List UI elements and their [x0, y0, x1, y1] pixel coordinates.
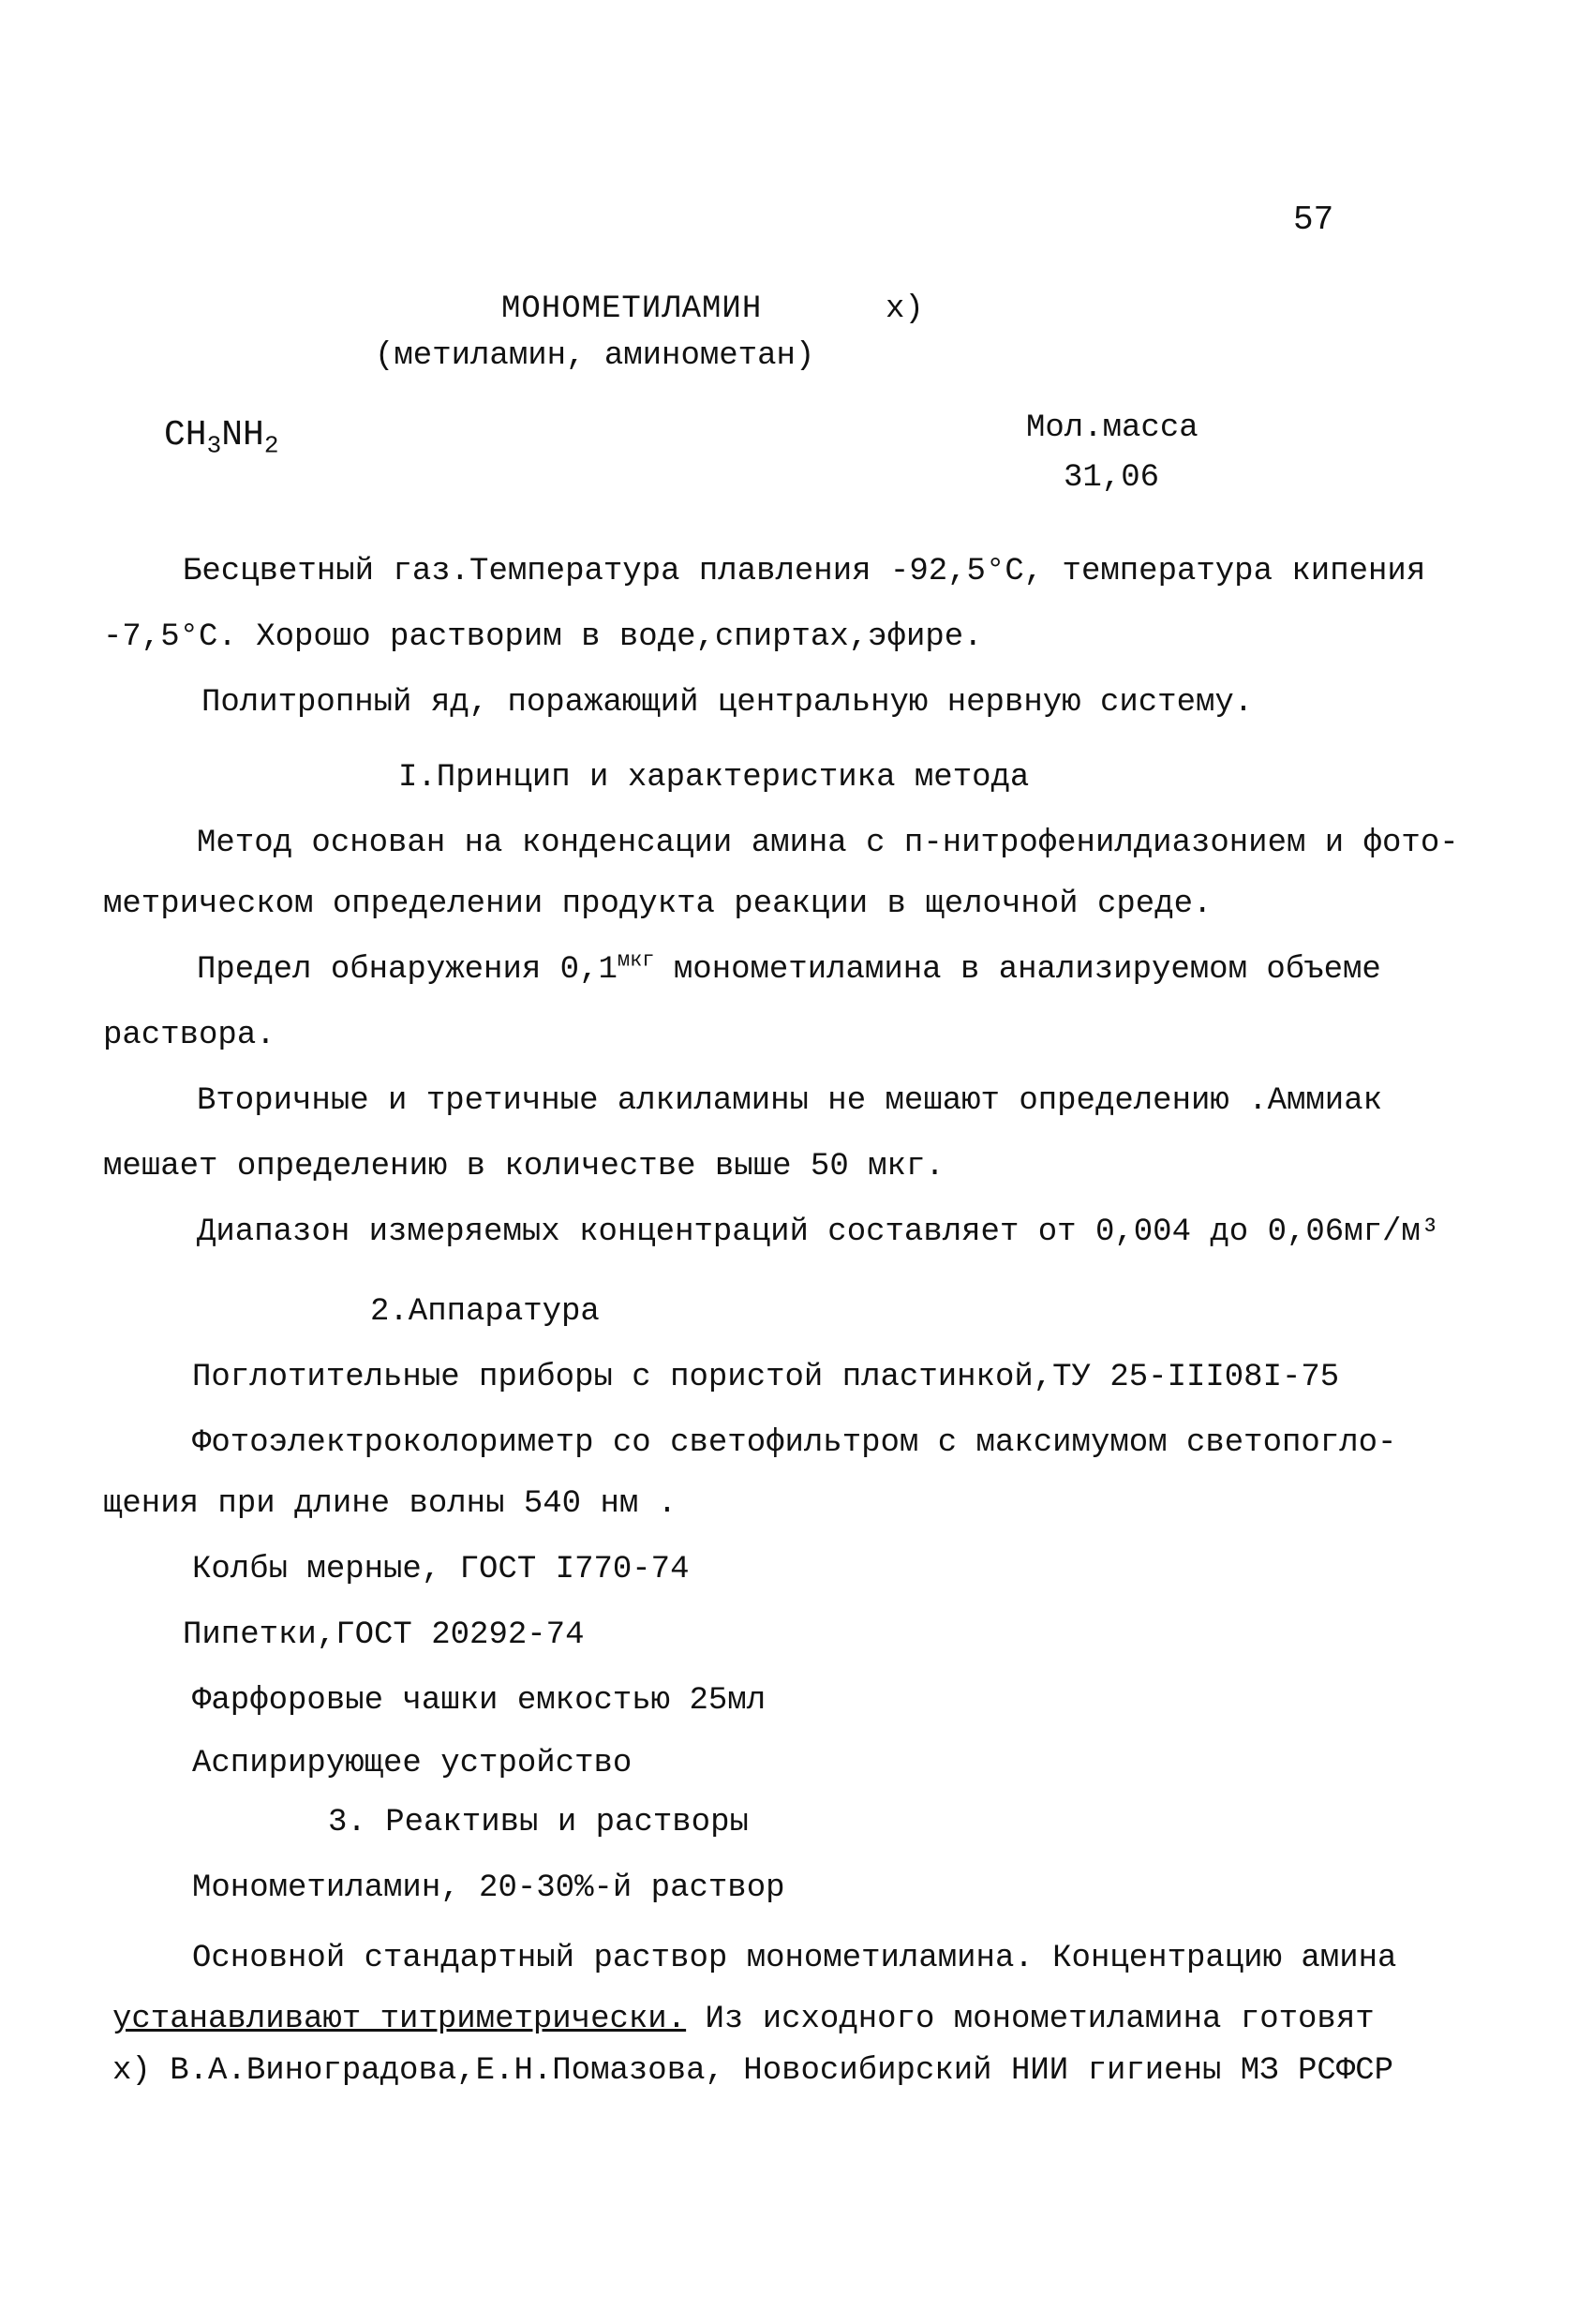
- mol-mass-value: 31,06: [1064, 460, 1160, 496]
- paragraph-line: метрическом определении продукта реакции в щелочной среде.: [103, 886, 1213, 922]
- formula-subscript: 2: [263, 431, 279, 460]
- paragraph-line: Вторичные и третичные алкиламины не мешают определению .Аммиак: [197, 1083, 1383, 1119]
- text-fragment: монометиламина в анализируемом объеме: [654, 952, 1381, 988]
- paragraph-line: Аспирирующее устройство: [192, 1746, 633, 1781]
- formula-subscript: 3: [206, 431, 222, 460]
- section-heading: 3. Реактивы и растворы: [328, 1805, 749, 1840]
- page-title: МОНОМЕТИЛАМИН: [501, 291, 763, 327]
- text-fragment: Предел обнаружения 0,1: [197, 952, 618, 988]
- mol-mass-label: Мол.масса: [1026, 410, 1198, 446]
- paragraph-line: Фарфоровые чашки емкостью 25мл: [192, 1683, 767, 1719]
- superscript-unit: мкг: [617, 948, 655, 973]
- synonyms: (метиламин, аминометан): [375, 338, 815, 374]
- text-fragment: Из исходного монометиламина готовят: [686, 2002, 1375, 2037]
- paragraph-line: Пипетки,ГОСТ 20292-74: [183, 1617, 585, 1653]
- paragraph-line: [112, 2001, 1375, 2038]
- paragraph-line: Фотоэлектроколориметр со светофильтром с максимумом светопогло-: [192, 1425, 1397, 1461]
- formula-part: CH: [164, 415, 207, 455]
- paragraph-line: -7,5°С. Хорошо растворим в воде,спиртах,эфире.: [103, 619, 983, 655]
- underlined-text: устанавливают титриметрически.: [112, 2002, 687, 2037]
- paragraph-line: Метод основан на конденсации амина с п-нитрофенилдиазонием и фото-: [197, 826, 1459, 861]
- paragraph-line: Бесцветный газ.Температура плавления -92,5°С, температура кипения: [183, 554, 1426, 589]
- paragraph-line: Колбы мерные, ГОСТ I770-74: [192, 1552, 690, 1587]
- footnote: х) В.А.Виноградова,Е.Н.Помазова, Новосибирский НИИ гигиены МЗ РСФСР: [112, 2053, 1394, 2089]
- paragraph-line: мешает определению в количестве выше 50 мкг.: [103, 1149, 945, 1184]
- paragraph-line: Диапазон измеряемых концентраций составляет от 0,004 до 0,06мг/м³: [197, 1214, 1440, 1250]
- paragraph-line: Монометиламин, 20-30%-й раствор: [192, 1870, 785, 1906]
- paragraph-line: [197, 948, 1381, 989]
- page-number: 57: [1293, 201, 1334, 239]
- section-heading: 2.Аппаратура: [370, 1294, 600, 1330]
- paragraph-line: раствора.: [103, 1018, 275, 1053]
- paragraph-line: Основной стандартный раствор монометиламина. Концентрацию амина: [192, 1941, 1397, 1976]
- formula-part: NH: [221, 415, 264, 455]
- paragraph-line: Политропный яд, поражающий центральную нервную систему.: [201, 685, 1254, 721]
- title-footnote-mark: х): [886, 291, 924, 327]
- paragraph-line: щения при длине волны 540 нм .: [103, 1486, 677, 1522]
- chemical-formula: [164, 417, 278, 465]
- section-heading: I.Принцип и характеристика метода: [398, 760, 1030, 796]
- paragraph-line: Поглотительные приборы с пористой пластинкой,ТУ 25-III08I-75: [192, 1360, 1340, 1395]
